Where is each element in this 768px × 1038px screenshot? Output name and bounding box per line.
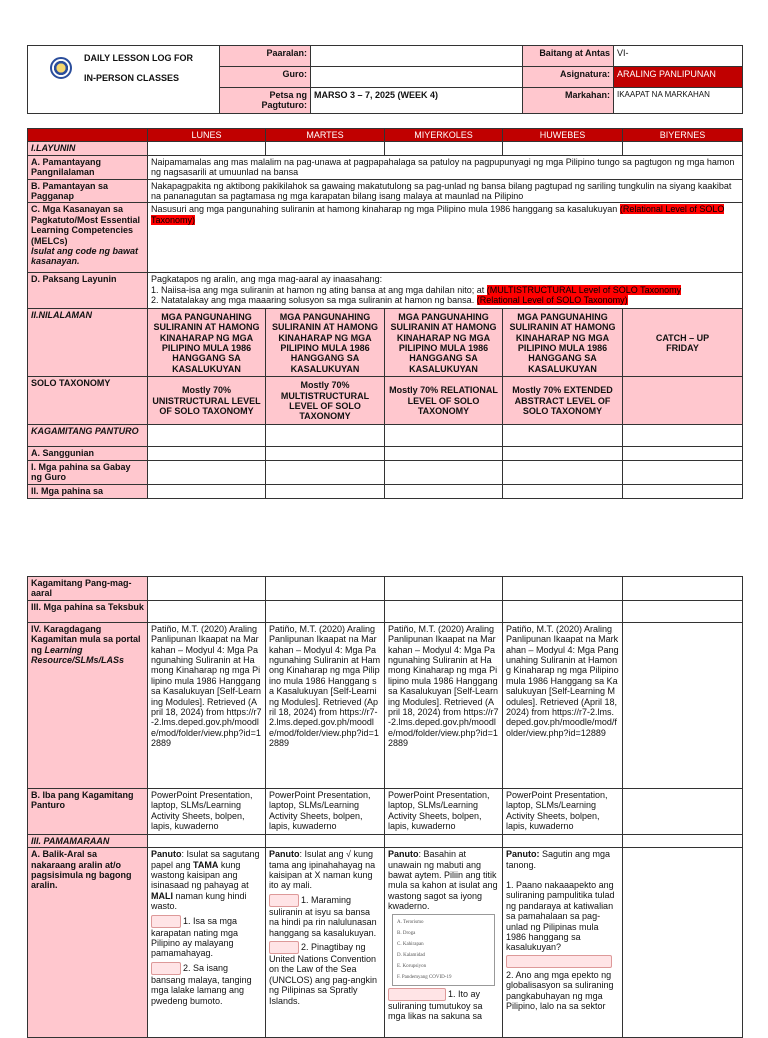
mon-mid: kung wastong kaisipan ang isinasaad ng pahayag at (151, 859, 249, 891)
choice-a: A. Terorismo (397, 919, 424, 925)
day-huwebes: HUWEBES (503, 129, 623, 142)
pang-mag-aaral-label: Kagamitang Pang-mag-aaral (28, 577, 148, 601)
pamantayang-pangnilalaman-label: A. Pamantayang Pangnilalaman (28, 155, 148, 179)
melc-solo-highlight: (Relational Level of SOLO Taxonomy) (151, 204, 725, 225)
sanggunian-label: A. Sanggunian (28, 447, 148, 460)
mon-item-2: 2. Sa isang bansang malaya, tanging mga lalake lamang ang pwedeng bumoto. (151, 962, 252, 1006)
choice-c: C. Kahirapan (397, 941, 424, 947)
layunin-2: 2. Natatalakay ang mga maaaring solusyon sa mga suliranin at hamon ng bansa. (151, 295, 477, 306)
reference-martes: Patiño, M.T. (2020) Araling Panlipunan Ikaapat na Markahan – Modyul 4: Mga Pangunahing Suliranin at Hamong Kinaharap ng mga Pilipino mula 1986 Hanggang sa Kasalukuyan [Self-Learning Modules]. Retrieved (April 18, 2024) from https://r7-2.lms.deped.gov.ph/moodle/mod/folder/view.php?id=12889 (266, 622, 385, 788)
tue-panuto: Panuto (269, 849, 300, 860)
mon-tama: TAMA (193, 859, 219, 870)
tue-intro: : Isulat ang √ kung tama ang ipinahahayag na kaisipan at X naman kung ito ay mali. (269, 849, 376, 891)
answer-box (269, 894, 299, 907)
reference-miyerkoles: Patiño, M.T. (2020) Araling Panlipunan Ikaapat na Markahan – Modyul 4: Mga Pangunahing Suliranin at Hamong Kinaharap ng mga Pilipino mula 1986 Hanggang sa Kasalukuyan [Self-Learning Modules]. Retrieved (April 18, 2024) from https://r7-2.lms.deped.gov.ph/moodle/mod/folder/view.php?id=12889 (385, 622, 503, 788)
thu-intro: Sagutin ang mga tanong. (506, 849, 611, 870)
solo-label: SOLO TAXONOMY (28, 377, 148, 425)
choice-f: F. Pandemyang COVID-19 (397, 974, 452, 980)
nilalaman-topic-lunes: MGA PANGUNAHING SULIRANIN AT HAMONG KINAHARAP NG MGA PILIPINO MULA 1986 HANGGANG SA KASALUKUYAN (148, 309, 266, 377)
title-line-2: IN-PERSON CLASSES (84, 73, 180, 83)
paksang-layunin-label: D. Paksang Layunin (28, 273, 148, 309)
asignatura-label: Asignatura: (523, 67, 614, 88)
mon-item-1: 1. Isa sa mga karapatan nating mga Pilipino ay malayang pamamahayag. (151, 915, 239, 959)
thu-panuto: Panuto: (506, 849, 540, 860)
wed-intro: : Basahin at unawain ng mabuti ang bawat aytem. Piliin ang titik mula sa kahon at isulat ang wastong sagot sa iyong kwaderno. (388, 849, 498, 912)
teksbuk-label: III. Mga pahina sa Teksbuk (28, 600, 148, 622)
iba-pang-kagamitan-lunes: PowerPoint Presentation, laptop, SLMs/Learning Activity Sheets, bolpen, lapis, kuwaderno (148, 788, 266, 834)
pamantayan-sa-pagganap-label: B. Pamantayan sa Pagganap (28, 179, 148, 203)
asignatura-value: ARALING PANLIPUNAN (614, 67, 743, 88)
day-header-row (28, 129, 743, 142)
markahan-label: Markahan: (523, 88, 614, 114)
petsa-value: MARSO 3 – 7, 2025 (WEEK 4) (311, 88, 523, 114)
karagdagang-kagamitan-label (28, 622, 148, 788)
mon-mali: MALI (151, 890, 173, 901)
melc-label-text: C. Mga Kasanayan sa Pagkatuto/Most Essential Learning Competencies (MELCs) (31, 204, 141, 246)
choice-e: E. Korupsiyon (397, 963, 427, 969)
guro-label: Guro: (220, 67, 311, 88)
petsa-label: Petsa ng Pagtuturo: (220, 88, 311, 114)
baitang-label: Baitang at Antas (523, 46, 614, 67)
answer-box (269, 941, 299, 954)
header-table (27, 45, 743, 114)
choices-box (392, 914, 495, 986)
answer-box (151, 915, 181, 928)
solo-lunes: Mostly 70% UNISTRUCTURAL LEVEL OF SOLO TAXONOMY (148, 377, 266, 425)
solo-martes: Mostly 70% MULTISTRUCTURAL LEVEL OF SOLO TAXONOMY (266, 377, 385, 425)
iba-pang-kagamitan-martes: PowerPoint Presentation, laptop, SLMs/Learning Activity Sheets, bolpen, lapis, kuwaderno (266, 788, 385, 834)
pamantayan-sa-pagganap-text: Nakapagpakita ng aktibong pakikilahok sa gawaing makatutulong sa pag-unlad ng bansa bilang pagtupad ng sariling tungkulin na siyang kaakibat na pananagutan sa pagtamasa ng mga karapatan bilang isang malaya at maunlad na Pilipino (148, 179, 743, 203)
mon-panuto: Panuto (151, 849, 182, 860)
iba-pang-kagamitan-label: B. Iba pang Kagamitang Panturo (28, 788, 148, 834)
guro-value (311, 67, 523, 88)
day-miyerkoles: MIYERKOLES (385, 129, 503, 142)
thu-question-2: 2. Ano ang mga epekto ng globalisasyon sa suliraning pangkabuhayan ng mga Pilipino, lalo na sa sektor (506, 969, 614, 1012)
reference-lunes: Patiño, M.T. (2020) Araling Panlipunan Ikaapat na Markahan – Modyul 4: Mga Pangunahing Suliranin at Hamong Kinaharap ng mga Pilipino mula 1986 Hanggang sa Kasalukuyan [Self-Learning Modules]. Retrieved (April 18, 2024) from https://r7-2.lms.deped.gov.ph/moodle/mod/folder/view.php?id=12889 (148, 622, 266, 788)
paaralan-label: Paaralan: (220, 46, 311, 67)
baitang-value: VI- (614, 46, 743, 67)
day-martes: MARTES (266, 129, 385, 142)
tue-item-2: 2. Pinagtibay ng United Nations Convention on the Law of the Sea (UNCLOS) ang pag-angkin ng Pilipinas sa Spratly Islands. (269, 941, 378, 1006)
lesson-table-page-1 (27, 128, 743, 499)
day-biyernes: BIYERNES (623, 129, 743, 142)
gabay-ng-guro-label: I. Mga pahina sa Gabay ng Guro (28, 460, 148, 484)
mon-end: naman kung hindi wasto. (151, 890, 247, 912)
solo-miyerkoles: Mostly 70% RELATIONAL LEVEL OF SOLO TAXONOMY (385, 377, 503, 425)
answer-box (388, 988, 446, 1001)
mon-intro: : Isulat sa sagutang papel ang (151, 849, 260, 870)
choice-b: B. Droga (397, 930, 416, 936)
iba-pang-kagamitan-huwebes: PowerPoint Presentation, laptop, SLMs/Learning Activity Sheets, bolpen, lapis, kuwaderno (503, 788, 623, 834)
pamamaraan-label: III. PAMAMARAAN (28, 834, 148, 847)
answer-box (506, 955, 612, 968)
day-lunes: LUNES (148, 129, 266, 142)
lesson-table-page-2 (27, 576, 743, 1038)
kagamitang-panturo-label: KAGAMITANG PANTURO (28, 425, 148, 447)
nilalaman-label: II.NILALAMAN (28, 309, 148, 377)
layunin-1-highlight: (MULTISTRUCTURAL Level of SOLO Taxonomy (486, 284, 682, 295)
layunin-2-highlight: (Relational Level of SOLO Taxonomy) (476, 295, 628, 306)
melc-text (148, 203, 743, 273)
iba-pang-kagamitan-miyerkoles: PowerPoint Presentation, laptop, SLMs/Learning Activity Sheets, bolpen, lapis, kuwaderno (385, 788, 503, 834)
nilalaman-topic-martes: MGA PANGUNAHING SULIRANIN AT HAMONG KINAHARAP NG MGA PILIPINO MULA 1986 HANGGANG SA KASALUKUYAN (266, 309, 385, 377)
balik-aral-lunes (148, 848, 266, 1038)
balik-aral-label: A. Balik-Aral sa nakaraang aralin at/o pagsisimula ng bagong aralin. (28, 848, 148, 1038)
nilalaman-topic-miyerkoles: MGA PANGUNAHING SULIRANIN AT HAMONG KINAHARAP NG MGA PILIPINO MULA 1986 HANGGANG SA KASALUKUYAN (385, 309, 503, 377)
reference-huwebes: Patiño, M.T. (2020) Araling Panlipunan Ikaapat na Markahan – Modyul 4: Mga Pangunahing Suliranin at Hamong Kinaharap ng mga Pilipino mula 1986 Hanggang sa Kasalukuyan [Self-Learning Modules]. Retrieved (April 18, 2024) from https://r7-2.lms.deped.gov.ph/moodle/mod/folder/view.php?id=12889 (503, 622, 623, 788)
paksang-layunin-intro: Pagkatapos ng aralin, ang mga mag-aaral ay inaasahang: (151, 274, 383, 285)
melc-label-note: Isulat ang code ng bawat kasanayan. (31, 246, 139, 267)
solo-huwebes: Mostly 70% EXTENDED ABSTRACT LEVEL OF SOLO TAXONOMY (503, 377, 623, 425)
mga-pahina-label: II. Mga pahina sa (28, 484, 148, 498)
catch-up-friday: CATCH – UP FRIDAY (623, 309, 743, 377)
choice-d: D. Kalamidad (397, 952, 426, 958)
paaralan-value (311, 46, 523, 67)
title-line-1: DAILY LESSON LOG FOR (84, 53, 194, 63)
nilalaman-topic-huwebes: MGA PANGUNAHING SULIRANIN AT HAMONG KINAHARAP NG MGA PILIPINO MULA 1986 HANGGANG SA KASALUKUYAN (503, 309, 623, 377)
lesson-log-title (28, 46, 220, 114)
wed-panuto: Panuto (388, 849, 419, 860)
melc-label (28, 203, 148, 273)
balik-aral-martes (266, 848, 385, 1038)
pamantayang-pangnilalaman-text: Naipamamalas ang mas malalim na pag-unawa at pagpapahalaga sa patuloy na pagpupunyagi ng mga Pilipino tungo sa pagtugon ng mga hamon ng nagsasarili at umuunlad na bansa (148, 155, 743, 179)
balik-aral-huwebes (503, 848, 623, 1038)
karagdagang-italic: Learning Resource/SLMs/LASs (31, 644, 125, 666)
layunin-1: 1. Naiisa-isa ang mga suliranin at hamon ng ating bansa at ang mga dahilan nito; at (151, 284, 487, 295)
layunin-section-label: I.LAYUNIN (28, 142, 148, 155)
melc-competency: Nasusuri ang mga pangunahing suliranin at hamong kinaharap ng mga Pilipino mula 1986 hanggang sa kasalukuyan (151, 204, 620, 215)
answer-box (151, 962, 181, 975)
balik-aral-miyerkoles (385, 848, 503, 1038)
markahan-value: IKAAPAT NA MARKAHAN (614, 88, 743, 114)
paksang-layunin-text (148, 273, 743, 309)
karagdagang-text: IV. Karagdagang Kagamitan mula sa portal ng (31, 623, 141, 655)
thu-question-1: 1. Paano nakaaapekto ang suliraning pampulitika tulad ng pandaraya at katiwalian sa pamahalaan sa pag-unlad ng Pilipinas mula 1986 hanggang sa kasalukuyan? (506, 880, 615, 953)
wed-item-1: 1. Ito ay suliraning tumutukoy sa mga likas na sakuna sa (388, 988, 483, 1022)
tue-item-1: 1. Maraming suliranin at isyu sa bansa na hindi pa rin nalulunasan hanggang sa kasalukuyan. (269, 894, 377, 938)
